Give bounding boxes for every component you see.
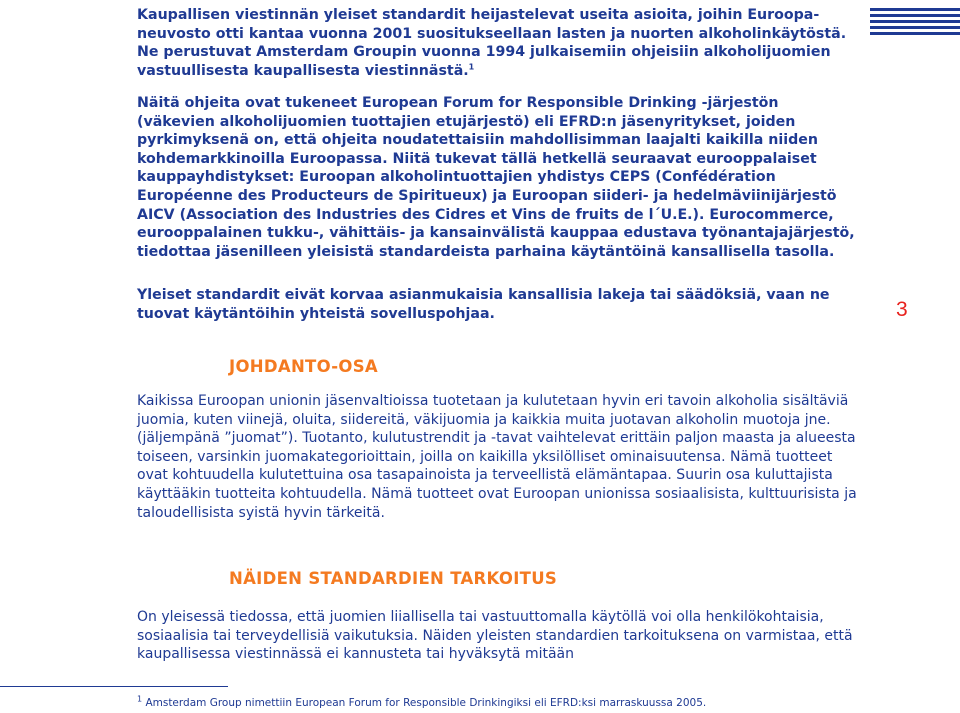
intro-paragraph-3: Yleiset standardit eivät korvaa asianmukaisia kansallisia lakeja tai säädöksiä, vaan ne tuovat käytäntöihin yhteistä sovelluspohjaa. xyxy=(137,287,830,322)
page-number: 3 xyxy=(896,298,908,321)
intro-paragraph-1-text: Kaupallisen viestinnän yleiset standardit heijastelevat useita asioita, joihin Euroopa-neuvosto otti kantaa vuonna 2001 suositukseellaan lasten ja nuorten alkoholinkäytöstä. Ne perustuvat Amsterdam Groupin vuonna 1994 julkaisemiin ohjeisiin alkoholijuomien vastuullisesta kaupallisesta viestinnästä. xyxy=(137,7,847,79)
section-heading-tarkoitus: NÄIDEN STANDARDIEN TARKOITUS xyxy=(229,569,558,588)
stripe-5 xyxy=(870,32,960,35)
footnote-text: Amsterdam Group nimettiin European Forum for Responsible Drinkingiksi eli EFRD:ksi marraskuussa 2005. xyxy=(145,697,707,709)
footnote-divider xyxy=(0,686,228,687)
header-stripes-logo xyxy=(870,8,960,38)
intro-paragraph-1 xyxy=(137,6,857,80)
footnote-reference[interactable]: 1 xyxy=(468,62,475,72)
stripe-3 xyxy=(870,20,960,23)
stripe-1 xyxy=(870,8,960,11)
footnote xyxy=(137,694,707,709)
stripe-4 xyxy=(870,26,960,29)
footnote-marker: 1 xyxy=(137,694,143,704)
section-2-text: On yleisessä tiedossa, että juomien liiallisella tai vastuuttomalla käytöllä voi olla henkilökohtaisia, sosiaalisia tai terveydellisiä vaikutuksia. Näiden yleisten standardien tarkoituksena on varmistaa, että kaupallisessa viestinnässä ei kannusteta tai hyväksytä mitään xyxy=(137,609,853,663)
section-heading-johdanto: JOHDANTO-OSA xyxy=(229,357,378,376)
stripe-2 xyxy=(870,14,960,17)
section-1-text: Kaikissa Euroopan unionin jäsenvaltioissa tuotetaan ja kulutetaan hyvin eri tavoin alkoholia sisältäviä juomia, kuten viinejä, oluita, siidereitä, väkijuomia ja kaikkia muita juotavan alkoholin muotoja jne. (jäljempänä ”juomat”). Tuotanto, kulutustrendit ja -tavat vaihtelevat erittäin paljon maasta ja alueesta toiseen, varsinkin juomakategorioittain, joilla on kaikilla yksilölliset ominaisuutensa. Nämä tuotteet ovat kohtuudella kulutettuina osa tasapainoista ja terveellistä elämäntapaa. Suurin osa kuluttajista käyttääkin tuotteita kohtuudella. Nämä tuotteet ovat Euroopan unionissa sosiaalisista, kulttuurisista ja taloudellisista syistä hyvin tärkeitä. xyxy=(137,393,857,521)
intro-paragraph-2: Näitä ohjeita ovat tukeneet European Forum for Responsible Drinking -järjestön (väkevien alkoholijuomien tuottajien etujärjestö) eli EFRD:n jäsenyritykset, joiden pyrkimyksenä on, että ohjeita noudatettaisiin mahdollisimman laajalti kaikilla niiden kohdemarkkinoilla Euroopassa. Niitä tukevat tällä hetkellä seuraavat eurooppalaiset kauppayhdistykset: Euroopan alkoholintuottajien yhdistys CEPS (Confédération Européenne des Producteurs de Spiritueux) ja Euroopan siideri- ja hedelmäviinijärjestö AICV (Association des Industries des Cidres et Vins de fruits de l´U.E.). Eurocommerce, eurooppalainen tukku-, vähittäis- ja kansainvälistä kauppaa edustava työnantajajärjestö, tiedottaa jäsenilleen yleisistä standardeista parhaina käytäntöinä kansallisella tasolla. xyxy=(137,95,855,260)
